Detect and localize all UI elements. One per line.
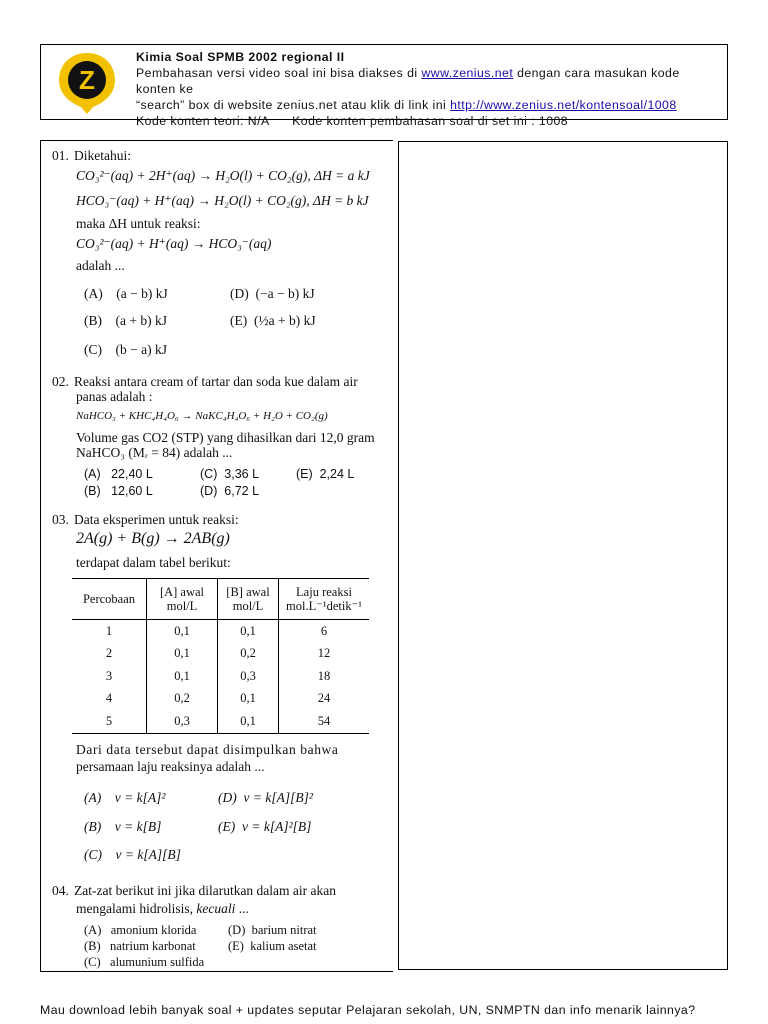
table-row: 2 0,1 0,2 12 xyxy=(72,643,369,666)
q3-header: 03. Data eksperimen untuk reaksi: xyxy=(52,512,239,527)
q2-line-4: NaHCO₃ (Mᵣ = 84) adalah ... xyxy=(76,445,233,460)
q2-option-b: (B) 12,60 L xyxy=(84,484,153,498)
zenius-logo-icon xyxy=(55,51,119,115)
q4-option-c: (C) alumunium sulfida xyxy=(84,955,205,969)
zenius-website-link[interactable]: www.zenius.net xyxy=(421,66,514,80)
q4-option-a: (A) amonium klorida xyxy=(84,923,197,937)
q3-option-c: (C) v = k[A][B] xyxy=(84,847,181,862)
q1-header: 01. Diketahui: xyxy=(52,148,131,163)
q2-option-c: (C) 3,36 L xyxy=(200,467,260,481)
experiment-table xyxy=(72,578,369,734)
q1-tail: adalah ... xyxy=(76,258,125,273)
q2-line-2: panas adalah : xyxy=(76,389,153,404)
header-line-2: “search” box di website zenius.net atau klik di link ini http://www.zenius.net/kontensoal/1008 xyxy=(136,98,677,112)
q4-option-d: (D) barium nitrat xyxy=(228,923,317,937)
table-row: 5 0,3 0,1 54 xyxy=(72,710,369,733)
notes-box xyxy=(398,141,728,970)
q1-option-b: (B) (a + b) kJ xyxy=(84,313,167,328)
q4-option-b: (B) natrium karbonat xyxy=(84,939,196,953)
table-header-percobaan: Percobaan xyxy=(72,579,147,620)
q4-header: 04. Zat-zat berikut ini jika dilarutkan dalam air akan xyxy=(52,883,337,898)
kontensoal-link[interactable]: http://www.zenius.net/kontensoal/1008 xyxy=(450,98,677,112)
q3-conclusion-1: Dari data tersebut dapat disimpulkan bahwa xyxy=(76,742,339,757)
q3-conclusion-2: persamaan laju reaksinya adalah ... xyxy=(76,759,265,774)
q1-equation-2: HCO₃⁻(aq) + H⁺(aq) → H₂O(l) + CO₂(g), ΔH = b kJ xyxy=(76,193,369,208)
table-header-b-awal: [B] awal mol/L xyxy=(218,579,279,620)
q2-option-e: (E) 2,24 L xyxy=(296,467,355,481)
q3-equation: 2A(g) + B(g) → 2AB(g) xyxy=(76,530,230,547)
q3-option-e: (E) v = k[A]²[B] xyxy=(218,819,312,834)
document-header xyxy=(40,44,728,128)
header-line-1: Pembahasan versi video soal ini bisa diakses di www.zenius.net dengan cara masukan kode konten ke xyxy=(136,66,680,96)
table-row: 1 0,1 0,1 6 xyxy=(72,620,369,643)
q4-line-2: mengalami hidrolisis, kecuali ... xyxy=(76,901,249,916)
q3-option-b: (B) v = k[B] xyxy=(84,819,162,834)
table-header-a-awal: [A] awal mol/L xyxy=(147,579,218,620)
footer-promo-text: Mau download lebih banyak soal + updates seputar Pelajaran sekolah, UN, SNMPTN dan info menarik lainnya? xyxy=(40,1003,696,1017)
q2-option-a: (A) 22,40 L xyxy=(84,467,153,481)
q2-option-d: (D) 6,72 L xyxy=(200,484,260,498)
q1-option-c: (C) (b − a) kJ xyxy=(84,342,167,357)
content-code-line: Kode konten teori: N/A Kode konten pembahasan soal di set ini : 1008 xyxy=(136,114,569,128)
q2-equation: NaHCO₃ + KHC₄H₄O₆ → NaKC₄H₄O₆ + H₂O + CO₂(g) xyxy=(76,410,328,422)
q2-line-3: Volume gas CO2 (STP) yang dihasilkan dari 12,0 gram xyxy=(76,430,375,445)
header-text xyxy=(136,49,721,129)
q1-option-d: (D) (−a − b) kJ xyxy=(230,286,315,301)
q2-header: 02. Reaksi antara cream of tartar dan soda kue dalam air xyxy=(52,374,358,389)
q1-option-a: (A) (a − b) kJ xyxy=(84,286,168,301)
svg-text:Z: Z xyxy=(79,65,95,95)
q4-option-e: (E) kalium asetat xyxy=(228,939,317,953)
q1-equation-3: CO₃²⁻(aq) + H⁺(aq) → HCO₃⁻(aq) xyxy=(76,236,272,251)
table-row: 3 0,1 0,3 18 xyxy=(72,665,369,688)
q1-equation-1: CO₃²⁻(aq) + 2H⁺(aq) → H₂O(l) + CO₂(g), ΔH = a kJ xyxy=(76,168,370,183)
q3-table-intro: terdapat dalam tabel berikut: xyxy=(76,555,231,570)
q1-prompt: maka ΔH untuk reaksi: xyxy=(76,216,201,231)
document-title: Kimia Soal SPMB 2002 regional II xyxy=(136,50,345,64)
table-row: 4 0,2 0,1 24 xyxy=(72,688,369,711)
q3-option-d: (D) v = k[A][B]² xyxy=(218,790,313,805)
q3-option-a: (A) v = k[A]² xyxy=(84,790,166,805)
q1-option-e: (E) (½a + b) kJ xyxy=(230,313,316,328)
table-header-laju: Laju reaksi mol.L⁻¹detik⁻¹ xyxy=(279,579,370,620)
